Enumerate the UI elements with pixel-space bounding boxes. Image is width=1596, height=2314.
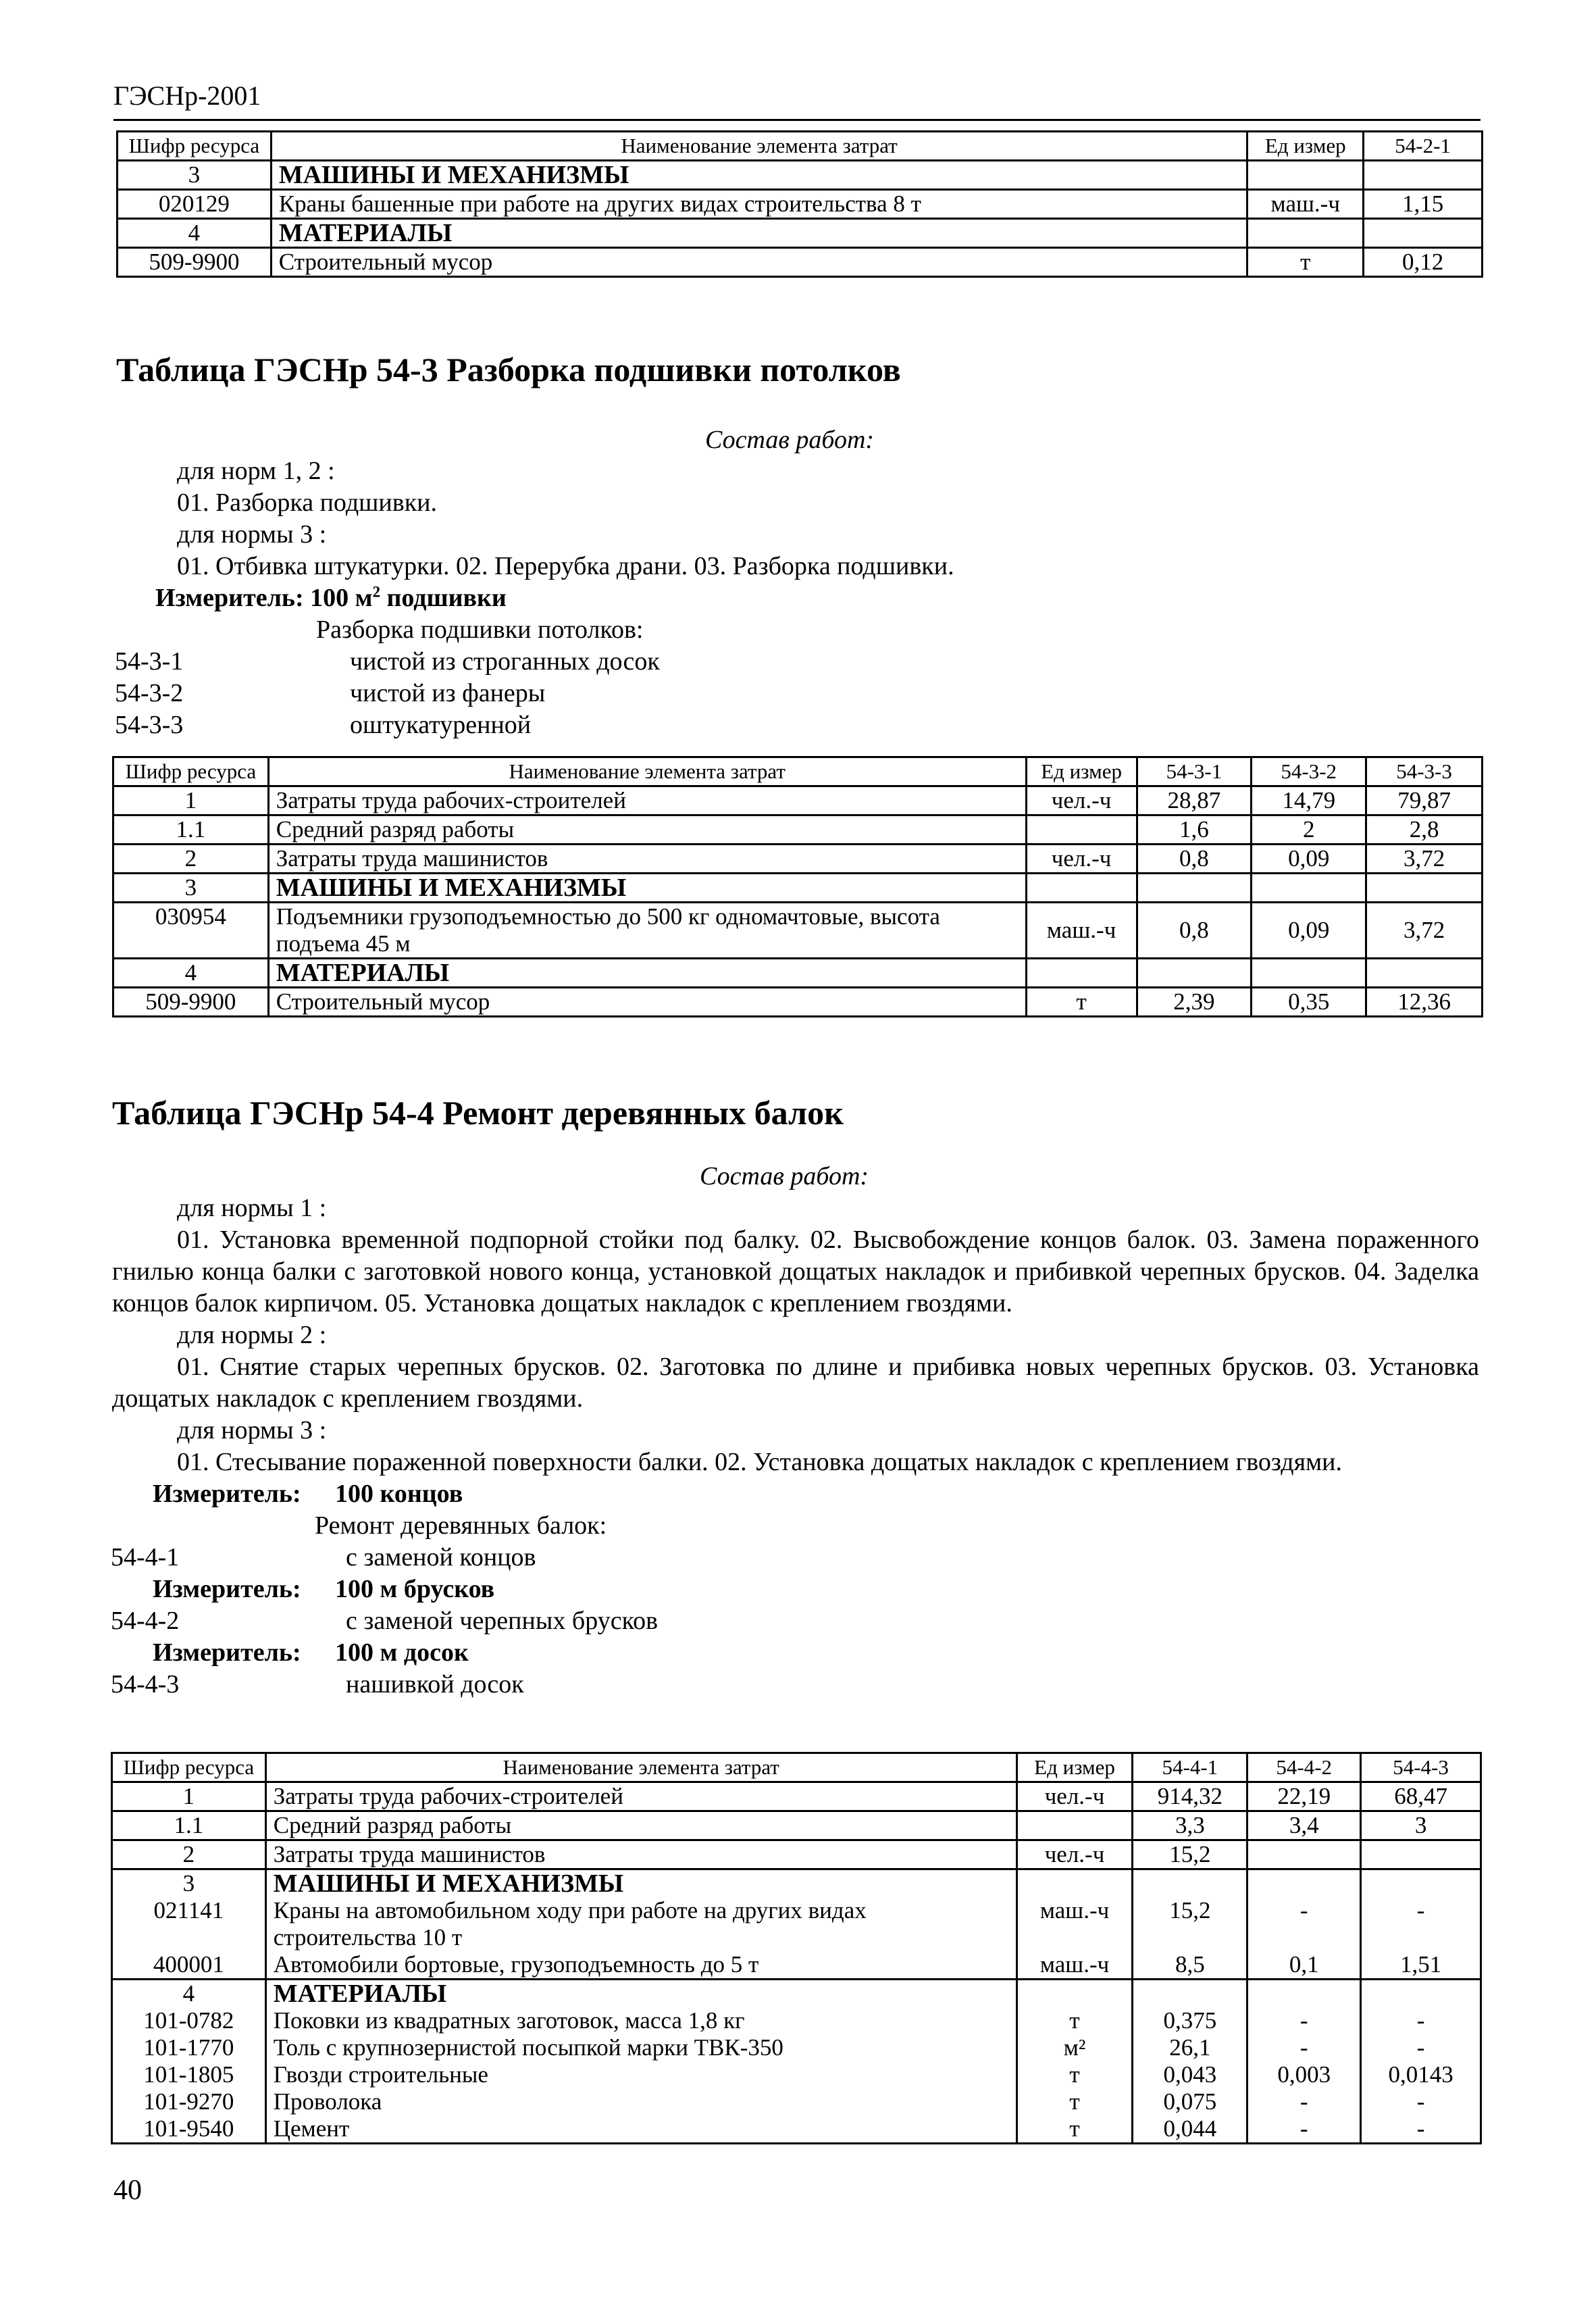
measure-value: 100 м досок — [335, 1638, 469, 1667]
cell-value: 15,2 — [1133, 1840, 1247, 1869]
cell-code: 3 — [113, 874, 269, 903]
norm-text: с заменой концов — [346, 1543, 536, 1571]
cell-value — [1252, 959, 1366, 988]
cell-value: - — [1361, 2088, 1481, 2115]
cell-value — [1133, 1980, 1247, 2008]
cell-code: 101-1805 — [112, 2061, 266, 2088]
table-row — [118, 190, 1483, 219]
cell-value: 3,72 — [1366, 845, 1483, 874]
measure-value: 100 м брусков — [335, 1575, 495, 1603]
cell-unit: маш.-ч — [1247, 190, 1364, 219]
cell-value: 79,87 — [1366, 786, 1483, 815]
cell-value — [1364, 161, 1483, 190]
cell-value: 3,3 — [1133, 1811, 1247, 1840]
header-cell: Наименование элемента затрат — [271, 132, 1247, 161]
cell-code: 3 — [112, 1869, 266, 1898]
work-text: 01. Стесывание пораженной поверхности балки. 02. Установка дощатых накладок с креплением гвоздями. — [177, 1448, 1342, 1476]
cell-name: Затраты труда рабочих-строителей — [268, 786, 1026, 815]
header-cell: Наименование элемента затрат — [268, 757, 1026, 786]
cell-name: МАШИНЫ И МЕХАНИЗМЫ — [271, 161, 1247, 190]
cell-name: Затраты труда машинистов — [268, 845, 1026, 874]
cell-value: 0,09 — [1252, 903, 1366, 959]
cell-value: 0,8 — [1137, 845, 1252, 874]
measure-label: Измеритель: — [155, 584, 304, 612]
table-row — [113, 959, 1483, 988]
cell-code: 4 — [118, 219, 272, 248]
cell-unit: т — [1016, 2061, 1133, 2088]
table-row — [112, 1840, 1481, 1869]
cell-value: 3,4 — [1247, 1811, 1361, 1840]
cell-name: Затраты труда машинистов — [265, 1840, 1016, 1869]
norm-label: для нормы 1 : — [177, 1194, 327, 1222]
header-cell: 54-3-2 — [1252, 757, 1366, 786]
header-cell: Ед измер — [1016, 1753, 1133, 1782]
cell-value: 14,79 — [1252, 786, 1366, 815]
cell-name: Поковки из квадратных заготовок, масса 1,8 кг — [265, 2007, 1016, 2034]
measure-value: 100 концов — [335, 1480, 463, 1508]
table-row — [112, 2088, 1481, 2115]
cell-unit: м² — [1016, 2034, 1133, 2061]
cell-value: - — [1361, 2034, 1481, 2061]
cell-value: 22,19 — [1247, 1782, 1361, 1811]
work-composition-heading: Состав работ: — [700, 1162, 869, 1190]
cell-unit — [1247, 161, 1364, 190]
cell-value: 1,15 — [1364, 190, 1483, 219]
table-row — [112, 1782, 1481, 1811]
norm-label: для нормы 2 : — [177, 1321, 327, 1349]
cell-code: 101-1770 — [112, 2034, 266, 2061]
measure-label: Измеритель: — [153, 1638, 301, 1667]
cell-unit — [1016, 1811, 1133, 1840]
header-rule — [113, 119, 1481, 121]
cell-value — [1247, 1980, 1361, 2008]
work-text: 01. Отбивка штукатурки. 02. Перерубка драни. 03. Разборка подшивки. — [177, 552, 954, 580]
cell-code: 1.1 — [113, 815, 269, 845]
cell-code: 101-9540 — [112, 2115, 266, 2144]
cell-value: 0,35 — [1252, 988, 1366, 1017]
cell-code: 2 — [112, 1840, 266, 1869]
work-text: 01. Снятие старых черепных брусков. 02. Заготовка по длине и прибивка новых черепных брусков. 03. Установка дощатых накладок с креплением гвоздями. — [112, 1353, 1479, 1413]
cell-name: Толь с крупнозернистой посыпкой марки ТВК-350 — [265, 2034, 1016, 2061]
cell-value — [1366, 874, 1483, 903]
cell-name: Автомобили бортовые, грузоподъемность до 5 т — [265, 1951, 1016, 1980]
cell-unit — [1026, 874, 1137, 903]
cell-unit — [1016, 1980, 1133, 2008]
cell-name: Краны башенные при работе на других видах строительства 8 т — [271, 190, 1247, 219]
cell-name: Краны на автомобильном ходу при работе на других видах строительства 10 т — [265, 1897, 1016, 1951]
table-54-4-title: Таблица ГЭСНр 54-4 Ремонт деревянных балок — [112, 1094, 844, 1132]
cell-value: 0,1 — [1247, 1951, 1361, 1980]
cell-code: 509-9900 — [113, 988, 269, 1017]
table-row — [113, 988, 1483, 1017]
measure-label: Измеритель: — [153, 1480, 301, 1508]
page-number: 40 — [113, 2175, 142, 2206]
norm-text: оштукатуренной — [350, 711, 532, 739]
cell-value: 0,0143 — [1361, 2061, 1481, 2088]
cell-value: 1,6 — [1137, 815, 1252, 845]
cell-unit: чел.-ч — [1016, 1840, 1133, 1869]
table-row — [112, 2061, 1481, 2088]
header-cell: 54-4-3 — [1361, 1753, 1481, 1782]
header-cell: 54-3-1 — [1137, 757, 1252, 786]
measure-value: 100 $м^2$ подшивки — [310, 583, 507, 612]
cell-value: 28,87 — [1137, 786, 1252, 815]
cell-value — [1364, 219, 1483, 248]
cell-value — [1361, 1840, 1481, 1869]
group-heading: Разборка подшивки потолков: — [316, 615, 644, 644]
header-cell: 54-4-1 — [1133, 1753, 1247, 1782]
cell-value: 0,09 — [1252, 845, 1366, 874]
table-row — [112, 2115, 1481, 2144]
measure-label: Измеритель: — [153, 1575, 301, 1603]
cell-unit: маш.-ч — [1016, 1897, 1133, 1951]
cell-value: 12,36 — [1366, 988, 1483, 1017]
cell-value — [1137, 959, 1252, 988]
table-54-3 — [112, 756, 1483, 1017]
table-54-3-title: Таблица ГЭСНр 54-3 Разборка подшивки потолков — [116, 351, 901, 388]
cell-value: 914,32 — [1133, 1782, 1247, 1811]
norm-code: 54-3-1 — [115, 647, 184, 676]
cell-code: 101-9270 — [112, 2088, 266, 2115]
header-cell: Наименование элемента затрат — [265, 1753, 1016, 1782]
cell-value — [1133, 1869, 1247, 1898]
cell-code: 4 — [113, 959, 269, 988]
cell-code: 101-0782 — [112, 2007, 266, 2034]
table-header-row — [118, 132, 1483, 161]
header-cell: Шифр ресурса — [112, 1753, 266, 1782]
table-54-2-continuation — [116, 130, 1483, 278]
cell-value: 0,044 — [1133, 2115, 1247, 2144]
table-row — [112, 1811, 1481, 1840]
table-row — [112, 2007, 1481, 2034]
table-row — [112, 1980, 1481, 2008]
cell-unit: маш.-ч — [1026, 903, 1137, 959]
cell-name: Гвозди строительные — [265, 2061, 1016, 2088]
norm-code: 54-3-3 — [115, 711, 184, 739]
cell-name: Средний разряд работы — [265, 1811, 1016, 1840]
norm-label: для норм 1, 2 : — [177, 457, 335, 485]
cell-value: - — [1361, 2007, 1481, 2034]
cell-code: 1.1 — [112, 1811, 266, 1840]
cell-name: МАТЕРИАЛЫ — [271, 219, 1247, 248]
table-row — [113, 874, 1483, 903]
cell-code: 020129 — [118, 190, 272, 219]
cell-unit — [1026, 959, 1137, 988]
header-cell: 54-3-3 — [1366, 757, 1483, 786]
norm-code: 54-4-2 — [111, 1607, 180, 1635]
work-composition-heading: Состав работ: — [705, 426, 875, 454]
cell-code: 1 — [112, 1782, 266, 1811]
cell-value: 15,2 — [1133, 1897, 1247, 1951]
table-row — [118, 248, 1483, 277]
table-row — [113, 786, 1483, 815]
cell-value: 0,043 — [1133, 2061, 1247, 2088]
norm-code: 54-4-3 — [111, 1670, 180, 1699]
norm-label: для нормы 3 : — [177, 1416, 327, 1444]
cell-value: 0,12 — [1364, 248, 1483, 277]
cell-name: МАШИНЫ И МЕХАНИЗМЫ — [265, 1869, 1016, 1898]
table-row — [113, 903, 1483, 959]
cell-value: - — [1361, 2115, 1481, 2144]
cell-name: МАТЕРИАЛЫ — [265, 1980, 1016, 2008]
cell-value — [1247, 1840, 1361, 1869]
cell-value — [1361, 1869, 1481, 1898]
cell-value: - — [1361, 1897, 1481, 1951]
table-header-row — [113, 757, 1483, 786]
work-text: 01. Разборка подшивки. — [177, 488, 438, 517]
norm-text: нашивкой досок — [346, 1670, 524, 1699]
table-row — [118, 161, 1483, 190]
cell-unit — [1247, 219, 1364, 248]
cell-unit: т — [1247, 248, 1364, 277]
cell-value: 0,003 — [1247, 2061, 1361, 2088]
cell-value: 26,1 — [1133, 2034, 1247, 2061]
cell-value — [1137, 874, 1252, 903]
table-row — [112, 2034, 1481, 2061]
table-header-row — [112, 1753, 1481, 1782]
cell-name: Проволока — [265, 2088, 1016, 2115]
cell-unit: т — [1016, 2088, 1133, 2115]
cell-value: 2,8 — [1366, 815, 1483, 845]
norm-code: 54-4-1 — [111, 1543, 180, 1571]
cell-value: - — [1247, 2034, 1361, 2061]
cell-unit: чел.-ч — [1016, 1782, 1133, 1811]
table-row — [112, 1951, 1481, 1980]
table-row — [113, 845, 1483, 874]
cell-code: 4 — [112, 1980, 266, 2008]
table-row — [113, 815, 1483, 845]
norm-text: чистой из фанеры — [350, 679, 546, 707]
cell-value — [1252, 874, 1366, 903]
cell-name: МАТЕРИАЛЫ — [268, 959, 1026, 988]
cell-name: МАШИНЫ И МЕХАНИЗМЫ — [268, 874, 1026, 903]
norm-text: с заменой черепных брусков — [346, 1607, 659, 1635]
header-cell: 54-4-2 — [1247, 1753, 1361, 1782]
cell-unit: т — [1016, 2115, 1133, 2144]
cell-code: 021141 — [112, 1897, 266, 1951]
cell-code: 509-9900 — [118, 248, 272, 277]
cell-value: - — [1247, 2088, 1361, 2115]
norm-text: чистой из строганных досок — [350, 647, 660, 676]
cell-value: 1,51 — [1361, 1951, 1481, 1980]
cell-value: 68,47 — [1361, 1782, 1481, 1811]
cell-unit: чел.-ч — [1026, 786, 1137, 815]
table-row — [112, 1897, 1481, 1951]
cell-value: 0,375 — [1133, 2007, 1247, 2034]
group-heading: Ремонт деревянных балок: — [315, 1511, 607, 1540]
cell-code: 1 — [113, 786, 269, 815]
cell-value: - — [1247, 1897, 1361, 1951]
cell-name: Строительный мусор — [271, 248, 1247, 277]
cell-value: - — [1247, 2007, 1361, 2034]
cell-value: 2,39 — [1137, 988, 1252, 1017]
cell-value — [1366, 959, 1483, 988]
work-text: 01. Установка временной подпорной стойки под балку. 02. Высвобождение концов балок. 03. Замена пораженного гнилью конца балки с заготовкой нового конца, установкой дощатых накладок и прибивкой черепных брусков. 04. Заделка концов балок кирпичом. 05. Установка дощатых накладок с креплением гвоздями. — [112, 1226, 1479, 1317]
cell-value: 0,8 — [1137, 903, 1252, 959]
cell-value: 3 — [1361, 1811, 1481, 1840]
cell-unit: т — [1026, 988, 1137, 1017]
header-cell: 54-2-1 — [1364, 132, 1483, 161]
norm-code: 54-3-2 — [115, 679, 184, 707]
cell-value: - — [1247, 2115, 1361, 2144]
cell-name: Затраты труда рабочих-строителей — [265, 1782, 1016, 1811]
cell-name: Средний разряд работы — [268, 815, 1026, 845]
cell-code: 030954 — [113, 903, 269, 959]
cell-value: 8,5 — [1133, 1951, 1247, 1980]
cell-unit: маш.-ч — [1016, 1951, 1133, 1980]
cell-code: 400001 — [112, 1951, 266, 1980]
cell-value: 2 — [1252, 815, 1366, 845]
cell-name: Цемент — [265, 2115, 1016, 2144]
header-cell: Ед измер — [1247, 132, 1364, 161]
cell-unit: т — [1016, 2007, 1133, 2034]
cell-code: 3 — [118, 161, 272, 190]
header-cell: Шифр ресурса — [113, 757, 269, 786]
header-cell: Ед измер — [1026, 757, 1137, 786]
cell-value — [1247, 1869, 1361, 1898]
running-header: ГЭСНр-2001 — [113, 80, 261, 111]
cell-code: 2 — [113, 845, 269, 874]
table-row — [112, 1869, 1481, 1898]
header-cell: Шифр ресурса — [118, 132, 272, 161]
cell-unit: чел.-ч — [1026, 845, 1137, 874]
cell-value — [1361, 1980, 1481, 2008]
measure-line — [155, 582, 507, 614]
cell-unit — [1026, 815, 1137, 845]
cell-value: 3,72 — [1366, 903, 1483, 959]
table-54-4 — [111, 1752, 1482, 2144]
table-row — [118, 219, 1483, 248]
cell-unit — [1016, 1869, 1133, 1898]
cell-value: 0,075 — [1133, 2088, 1247, 2115]
cell-name: Подъемники грузоподъемностью до 500 кг одномачтовые, высота подъема 45 м — [268, 903, 1026, 959]
cell-name: Строительный мусор — [268, 988, 1026, 1017]
norm-label: для нормы 3 : — [177, 520, 327, 549]
